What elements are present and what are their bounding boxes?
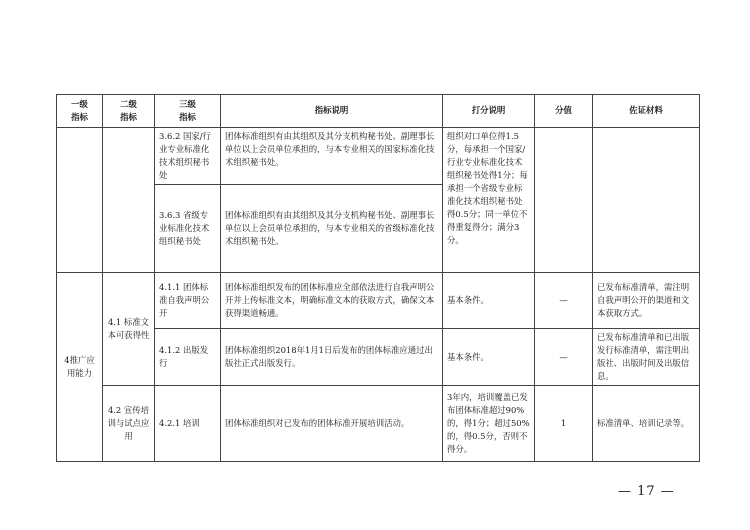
- header-evidence: 佐证材料: [593, 95, 700, 128]
- evaluation-table: [56, 94, 700, 462]
- scoring-cell: 基本条件。: [443, 273, 535, 329]
- header-level3: 三级 指标: [155, 95, 221, 128]
- header-value: 分值: [535, 95, 593, 128]
- header-level1: 一级 指标: [57, 95, 103, 128]
- description-cell: 团体标准组织有由其组织及其分支机构秘书处、副理事长单位以上会员单位承担的，与本专业相关的国家标准化技术组织秘书处。: [221, 128, 443, 185]
- description-cell: 团体标准组织发布的团体标准应全部依法进行自我声明公开并上传标准文本，明确标准文本的获取方式，确保文本获得渠道畅通。: [221, 273, 443, 329]
- value-cell: —: [535, 329, 593, 386]
- level2-cell: 4.1 标准文本可获得性: [103, 273, 155, 386]
- table-header-row: [57, 95, 700, 128]
- scoring-cell: 基本条件。: [443, 329, 535, 386]
- evidence-cell: 已发布标准清单和已出版发行标准清单，需注明出版社、出版时间及出版信息。: [593, 329, 700, 386]
- scoring-cell: 3年内，培训覆盖已发布团体标准超过90%的，得1分；超过50%的，得0.5分，否则不得分。: [443, 386, 535, 462]
- header-scoring: 打分说明: [443, 95, 535, 128]
- evidence-cell: 标准清单、培训记录等。: [593, 386, 700, 462]
- page-number: — 17 —: [618, 484, 675, 499]
- evidence-cell-empty: [593, 128, 700, 273]
- level2-cell-empty: [103, 128, 155, 273]
- scoring-cell: 组织对口单位得1.5分，每承担一个国家/行业专业标准化技术组织秘书处得1分；每承担一个省级专业标准化技术组织秘书处得0.5分；同一单位不得重复得分；满分3分。: [443, 128, 535, 273]
- description-cell: 团体标准组织有由其组织及其分支机构秘书处、副理事长单位以上会员单位承担的，与本专业相关的省级标准化技术组织秘书处。: [221, 185, 443, 273]
- table-row: [57, 386, 700, 462]
- level3-cell: 3.6.2 国家/行业专业标准化技术组织秘书处: [155, 128, 221, 185]
- level1-cell-empty: [57, 128, 103, 273]
- value-cell: —: [535, 273, 593, 329]
- level1-cell: 4推广应用能力: [57, 273, 103, 462]
- header-description: 指标说明: [221, 95, 443, 128]
- header-level2: 二级 指标: [103, 95, 155, 128]
- value-cell-empty: [535, 128, 593, 273]
- value-cell: 1: [535, 386, 593, 462]
- level3-cell: 4.1.1 团体标准自我声明公开: [155, 273, 221, 329]
- description-cell: 团体标准组织2018年1月1日后发布的团体标准应通过出版社正式出版发行。: [221, 329, 443, 386]
- table-row: [57, 273, 700, 329]
- level2-cell: 4.2 宣传培训与试点应用: [103, 386, 155, 462]
- level3-cell: 4.2.1 培训: [155, 386, 221, 462]
- description-cell: 团体标准组织对已发布的团体标准开展培训活动。: [221, 386, 443, 462]
- evidence-cell: 已发布标准清单，需注明自我声明公开的渠道和文本获取方式。: [593, 273, 700, 329]
- level3-cell: 3.6.3 省级专业标准化技术组织秘书处: [155, 185, 221, 273]
- table-row: [57, 128, 700, 185]
- level3-cell: 4.1.2 出版发行: [155, 329, 221, 386]
